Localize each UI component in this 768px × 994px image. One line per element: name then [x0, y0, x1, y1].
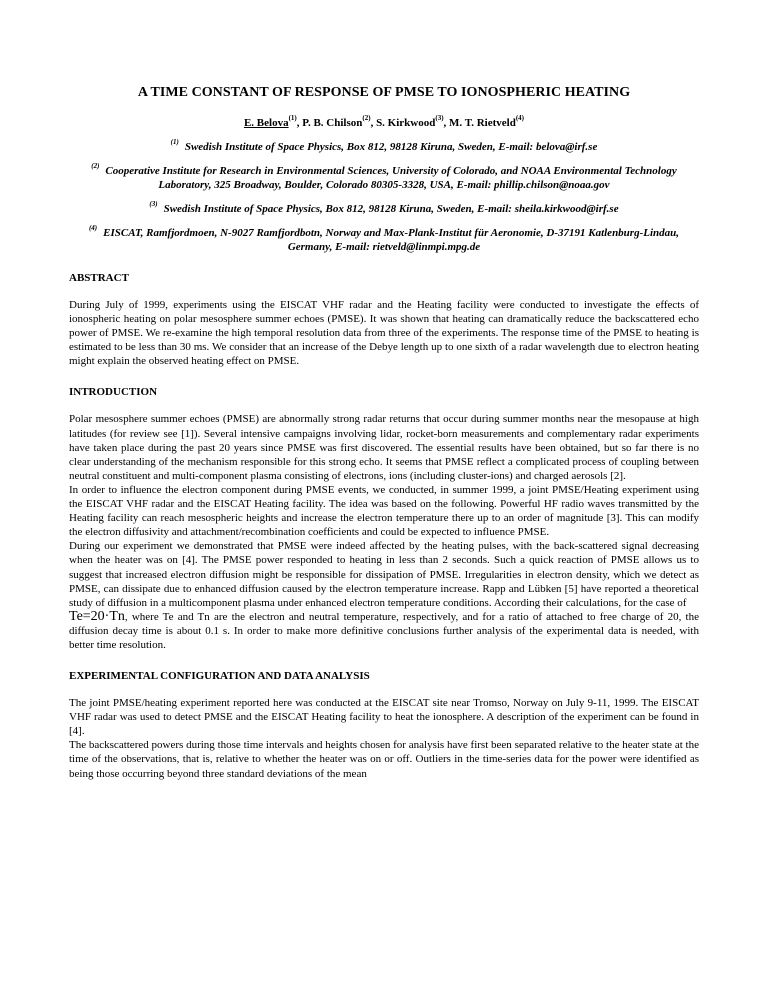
experimental-paragraph-2: The backscattered powers during those time intervals and heights chosen for analysis have first been separated relative to the heater state at the time of the observations, that is, relative to whether the heater was on or off. Outliers in the time-series data for the power were identified as being those occurring beyond three standard deviations of the mean — [69, 739, 699, 780]
affiliation-mark: (2) — [362, 114, 371, 123]
author-name: S. Kirkwood — [376, 117, 436, 129]
abstract-text: During July of 1999, experiments using the EISCAT VHF radar and the Heating facility were conducted to investigate the effects of ionospheric heating on polar mesosphere summer echoes (PMSE). It was shown that heating can dramatically reduce the backscattered echo power of PMSE. We re-examine the high temporal resolution data from three of the experiments. The response time of the PMSE to heating is estimated to be less than 30 ms. We consider that an increase of the Debye length up to one sixth of a radar wavelength due to electron heating might explain the observed heating effect on PMSE. — [69, 299, 699, 368]
affiliation-mark: (2) — [91, 162, 100, 171]
temperature-ratio-formula: Te=20·Tn — [69, 608, 125, 624]
experimental-paragraph-1: The joint PMSE/heating experiment reported here was conducted at the EISCAT site near Tromso, Norway on July 9-11, 1999. The EISCAT VHF radar was used to detect PMSE and the EISCAT Heating facility to heat the ionosphere. A description of the experiment can be found in [4]. — [69, 697, 699, 738]
affiliation-mark: (4) — [515, 114, 525, 123]
affiliation-text: Cooperative Institute for Research in Environmental Sciences, University of Colorado, and NOAA Environmental Technology Laboratory, 325 Broadway, Boulder, Colorado 80305-3328, USA, E-mail: phillip.chilson@noaa.gov — [105, 165, 677, 191]
paper-content — [69, 84, 699, 781]
abstract-heading: ABSTRACT — [69, 272, 129, 284]
affiliation-mark: (3) — [149, 200, 158, 209]
affiliation-mark: (1) — [170, 138, 179, 147]
author-name: E. Belova — [243, 117, 289, 129]
author-list: E. Belova$^{(1)}$, P. B. Chilson$^{(2)}$, S. Kirkwood$^{(3)}$, M. T. Rietveld$^{(4)}$ — [243, 114, 525, 129]
introduction-paragraph-3 — [69, 539, 699, 652]
experimental-heading: EXPERIMENTAL CONFIGURATION AND DATA ANALYSIS — [69, 670, 370, 683]
affiliation-1 — [69, 140, 699, 154]
paper-title: A TIME CONSTANT OF RESPONSE OF PMSE TO IONOSPHERIC HEATING — [137, 85, 631, 100]
author-name: P. B. Chilson — [302, 117, 363, 129]
affiliation-4 — [69, 226, 699, 254]
introduction-paragraph-3-text: During our experiment we demonstrated that PMSE were indeed affected by the heating pulses, with the back-scattered signal decreasing when the heater was on [4]. The PMSE power responded to heating in less than 2 seconds. Such a quick reaction of PMSE allows us to suggest that increased electron diffusion might be responsible for dissipation of PMSE. Irregularities in electron density, which we detect as PMSE, can dissipate due to enhanced diffusion caused by the electron temperature increase. Rapp and Lübken [5] have reported a theoretical study of diffusion in a multicomponent plasma under enhanced electron temperature conditions. According their calculations, for the case of — [69, 540, 699, 609]
affiliation-mark: (1) — [288, 114, 297, 123]
affiliation-mark: (4) — [88, 224, 98, 233]
introduction-paragraph-3-continuation: , where Te and Tn are the electron and neutral temperature, respectively, and for a ratio of attached to free charge of 20, the diffusion decay time is about 0.1 s. In order to make more definitive conclusions further analysis of the experimental data is needed, with better time resolution. — [69, 610, 699, 651]
author-name: M. T. Rietveld — [449, 117, 516, 129]
affiliation-2 — [69, 164, 699, 192]
affiliation-3 — [69, 202, 699, 216]
introduction-heading: INTRODUCTION — [69, 386, 158, 399]
introduction-paragraph-2: In order to influence the electron component during PMSE events, we conducted, in summer 1999, a joint PMSE/Heating experiment using the EISCAT VHF radar and the EISCAT Heating facility. The idea was based on the following. Powerful HF radio waves transmitted by the Heating facility can reach mesospheric heights and increase the electron temperature there up to an order of magnitude [3]. This can modify the electron diffusivity and attachment/recombination coefficients and could be expected to influence PMSE. — [69, 483, 699, 539]
affiliation-text: Swedish Institute of Space Physics, Box 812, 98128 Kiruna, Sweden, E-mail: belova@irf.se — [184, 141, 598, 153]
affiliation-mark: (3) — [435, 114, 444, 123]
affiliation-text: Swedish Institute of Space Physics, Box 812, 98128 Kiruna, Sweden, E-mail: sheila.kirkwood@irf.se — [163, 203, 619, 215]
introduction-paragraph-1: Polar mesosphere summer echoes (PMSE) are abnormally strong radar returns that occur during summer months near the mesopause at high latitudes (for review see [1]). Several intensive campaigns involving lidar, rocket-born measurements and complementary radar experiments have taken place during the past 20 years since PMSE was first discovered. The essential results have been obtained, but so far there is no clear understanding of the mechanism responsible for this strong echo. It seems that PMSE reflect a complicated process of coupling between neutral constituent and multi-component plasma consisting of electrons, ions (including cluster-ions) and charged aerosols [2]. — [69, 413, 699, 482]
affiliation-text: EISCAT, Ramfjordmoen, N-9027 Ramfjordbotn, Norway and Max-Plank-Institut für Aeronomie, D-37191 Katlenburg-Lindau, Germany, E-mail: rietveld@linmpi.mpg.de — [103, 227, 680, 253]
